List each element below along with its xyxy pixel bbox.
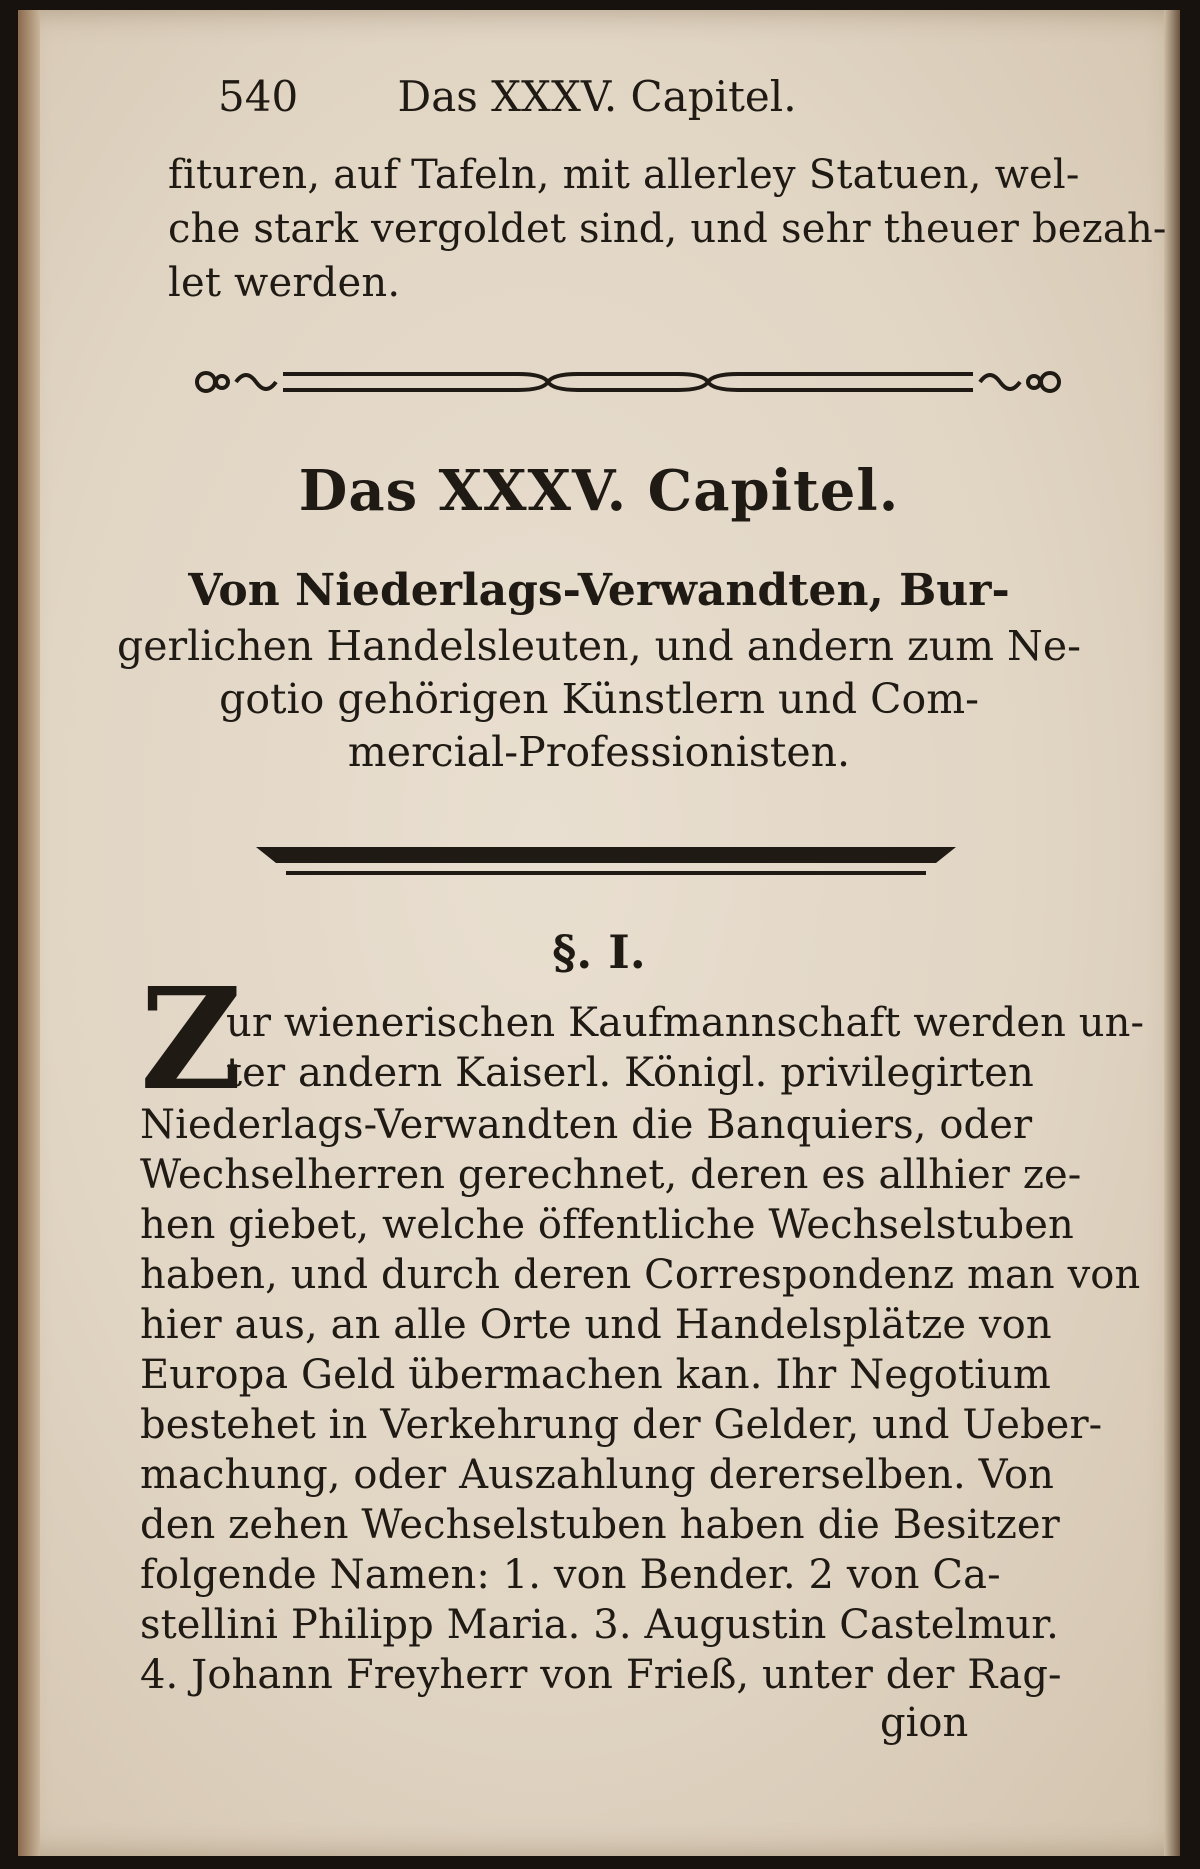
catchword: gion xyxy=(880,1700,969,1746)
body-line: ter andern Kaiserl. Königl. privilegirten xyxy=(226,1050,1034,1096)
body-line: Niederlags-Verwandten die Banquiers, oder xyxy=(140,1102,1033,1148)
body-line: Europa Geld übermachen kan. Ihr Negotium xyxy=(140,1352,1051,1398)
body-line: 4. Johann Freyherr von Frieß, unter der Rag- xyxy=(140,1652,1062,1698)
chapter-subtitle-line: Von Niederlags-Verwandten, Bur- xyxy=(188,565,1010,616)
decorative-rule xyxy=(256,843,956,883)
book-page xyxy=(18,10,1180,1856)
body-line: machung, oder Auszahlung dererselben. Von xyxy=(140,1452,1055,1498)
chapter-subtitle-line: mercial-Professionisten. xyxy=(347,728,851,776)
body-line: bestehet in Verkehrung der Gelder, und Ueber- xyxy=(140,1402,1103,1448)
running-head xyxy=(218,72,797,121)
continuation-line: fituren, auf Tafeln, mit allerley Statuen, wel- xyxy=(168,152,1080,198)
body-line: haben, und durch deren Correspondenz man von xyxy=(140,1252,1141,1298)
running-head-title: Das XXXV. Capitel. xyxy=(397,72,797,121)
ornamental-border xyxy=(188,360,1068,404)
drop-cap: Z xyxy=(140,958,243,1122)
page-number: 540 xyxy=(218,72,299,121)
chapter-subtitle-line: gotio gehörigen Künstlern und Com- xyxy=(219,675,979,723)
chapter-title: Das XXXV. Capitel. xyxy=(298,458,900,524)
body-line: folgende Namen: 1. von Bender. 2 von Ca- xyxy=(140,1552,1001,1598)
continuation-line: che stark vergoldet sind, und sehr theuer bezah- xyxy=(168,206,1167,252)
chapter-subtitle-line: gerlichen Handelsleuten, und andern zum Ne- xyxy=(116,622,1082,670)
body-line: stellini Philipp Maria. 3. Augustin Castelmur. xyxy=(140,1602,1059,1648)
body-line: hier aus, an alle Orte und Handelsplätze von xyxy=(140,1302,1052,1348)
body-line: Wechselherren gerechnet, deren es allhier ze- xyxy=(140,1152,1082,1198)
continuation-line: let werden. xyxy=(168,260,401,306)
section-number: §. I. xyxy=(552,925,646,979)
body-line: hen giebet, welche öffentliche Wechselstuben xyxy=(140,1202,1074,1248)
body-line: den zehen Wechselstuben haben die Besitzer xyxy=(140,1502,1060,1548)
body-line: ur wienerischen Kaufmannschaft werden un- xyxy=(226,1000,1145,1046)
